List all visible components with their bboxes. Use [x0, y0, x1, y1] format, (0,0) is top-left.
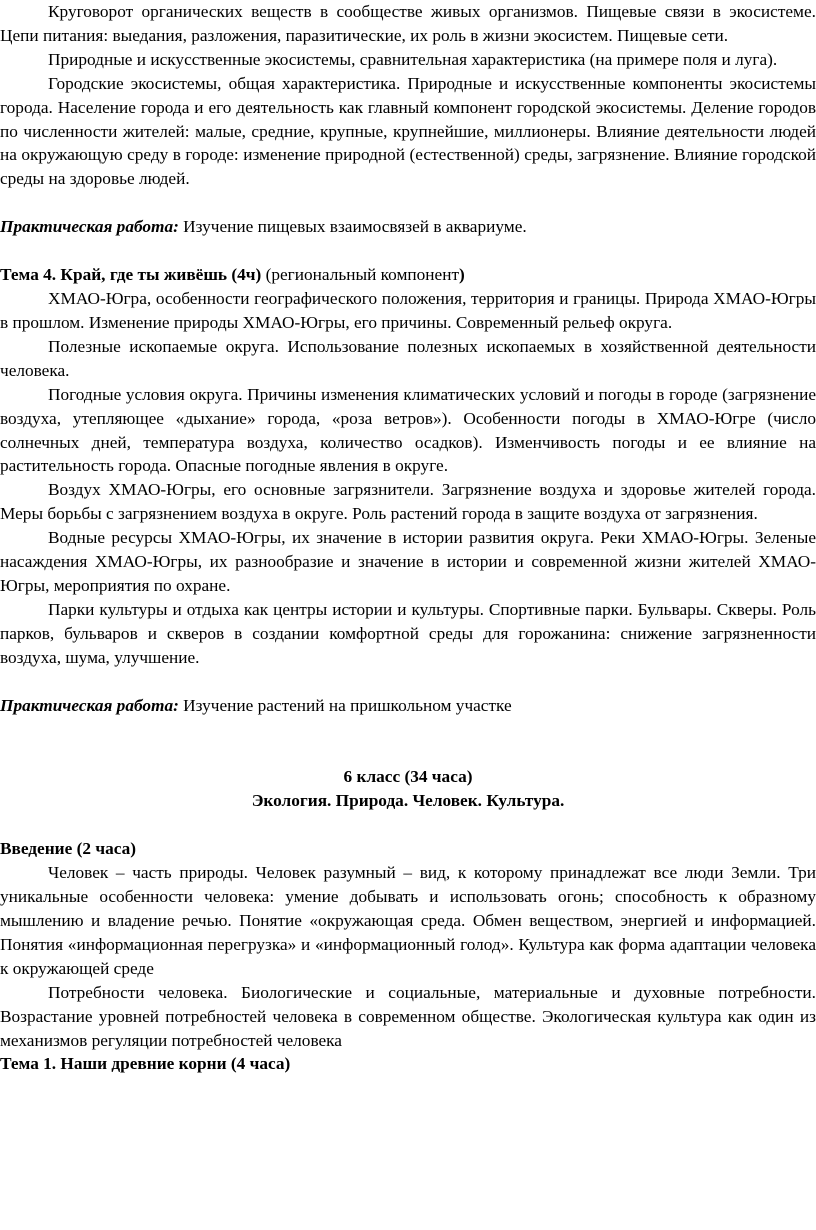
practical-work-label: Практическая работа: — [0, 217, 179, 237]
grade-6-title: 6 класс (34 часа) — [343, 767, 473, 787]
paragraph-air: Воздух ХМАО-Югры, его основные загрязнители. Загрязнение воздуха и здоровье жителей города. Меры борьбы с загрязнением воздуха в округе. Роль растений города в защите воздуха от загрязнения. — [0, 480, 816, 524]
paragraph-ecosystems-comparison: Природные и искусственные экосистемы, сравнительная характеристика (на примере поля и луга). — [48, 49, 778, 69]
grade-6-subtitle: Экология. Природа. Человек. Культура. — [251, 791, 565, 811]
spacer — [0, 813, 816, 837]
paragraph-human-nature: Человек – часть природы. Человек разумный – вид, к которому принадлежат все люди Земли. Три уникальные особенности человека: умение добывать и использовать огонь; способность к образному мышлению и владение речью. Понятие «окружающая среда. Обмен веществом, энергией и информацией. Понятия «информационная перегрузка» и «информационный голод». Культура как форма адаптации человека к окружающей среде — [0, 863, 816, 978]
practical-work-text: Изучение растений на пришкольном участке — [178, 695, 512, 715]
topic-4-subtitle: (региональный компонент — [261, 265, 460, 285]
practical-work-label: Практическая работа: — [0, 695, 179, 715]
spacer — [0, 717, 816, 765]
paragraph-food-chains: Круговорот органических веществ в сообществе живых организмов. Пищевые связи в экосистеме. Цепи питания: выедания, разложения, паразитические, их роль в жизни экосистем. Пищевые сети. — [0, 2, 816, 45]
spacer — [0, 191, 816, 215]
topic-4-closing: ) — [459, 265, 465, 285]
topic-4-title: Тема 4. Край, где ты живёшь (4ч) — [0, 265, 262, 285]
paragraph-khmao-geography: ХМАО-Югра, особенности географического положения, территория и границы. Природа ХМАО-Югры в прошлом. Изменение природы ХМАО-Югры, его причины. Современный рельеф округа. — [0, 289, 816, 332]
intro-heading: Введение (2 часа) — [0, 839, 136, 859]
paragraph-weather: Погодные условия округа. Причины изменения климатических условий и погоды в городе (загрязнение воздуха, утепляющее «дыхание» города, «роза ветров»). Особенности погоды в ХМАО-Югре (число солнечных дней, температура воздуха, количество осадков). Изменчивость погоды и ее влияние на растительность города. Опасные погодные явления в округе. — [0, 384, 816, 476]
practical-work-2 — [0, 694, 816, 718]
paragraph-water: Водные ресурсы ХМАО-Югры, их значение в истории развития округа. Реки ХМАО-Югры. Зеленые насаждения ХМАО-Югры, их разнообразие и значение в истории и современной жизни жителей ХМАО-Югры, мероприятия по охране. — [0, 528, 816, 595]
spacer — [0, 670, 816, 694]
spacer — [0, 239, 816, 263]
topic-4-heading — [0, 263, 816, 287]
paragraph-minerals: Полезные ископаемые округа. Использование полезных ископаемых в хозяйственной деятельности человека. — [0, 336, 816, 380]
practical-work-text: Изучение пищевых взаимосвязей в аквариуме. — [178, 217, 527, 237]
paragraph-parks: Парки культуры и отдыха как центры истории и культуры. Спортивные парки. Бульвары. Скверы. Роль парков, бульваров и скверов в создании комфортной среды для горожанина: снижение загрязненности воздуха, шума, улучшение. — [0, 599, 816, 667]
paragraph-human-needs: Потребности человека. Биологические и социальные, материальные и духовные потребности. Возрастание уровней потребностей человека в современном обществе. Экологическая культура как один из механизмов регуляции потребностей человека — [0, 982, 816, 1050]
topic-1-heading: Тема 1. Наши древние корни (4 часа) — [0, 1054, 291, 1074]
paragraph-urban-ecosystems: Городские экосистемы, общая характеристика. Природные и искусственные компоненты экосистемы города. Население города и его деятельность как главный компонент городской экосистемы. Деление городов по численности жителей: малые, средние, крупные, крупнейшие, миллионеры. Влияние деятельности людей на окружающую среду в городе: изменение природной (естественной) среды, загрязнение. Влияние городской среды на здоровье людей. — [0, 73, 816, 189]
practical-work-1 — [0, 215, 816, 239]
